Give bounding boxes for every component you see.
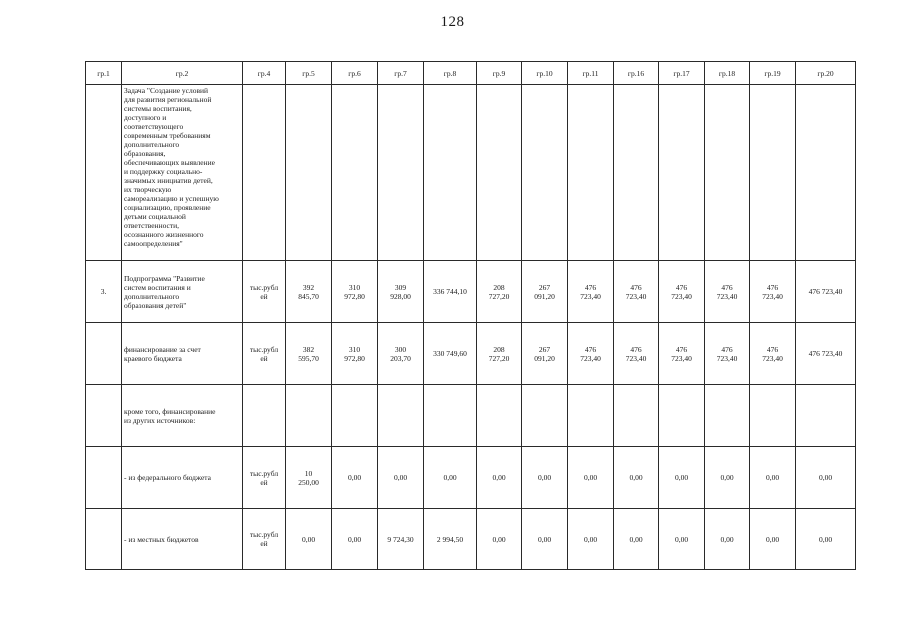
value-cell-text: 336 744,10 <box>433 287 467 296</box>
value-cell <box>286 85 332 261</box>
row-name-cell-text: - из местных бюджетов <box>124 534 199 544</box>
value-cell-text: 0,00 <box>537 534 552 544</box>
value-cell-text: 208 727,20 <box>488 344 510 363</box>
row-name-cell <box>122 85 243 261</box>
value-cell <box>705 261 750 323</box>
value-cell <box>705 85 750 261</box>
column-header: гр.8 <box>424 62 477 85</box>
value-cell <box>332 447 378 509</box>
value-cell <box>796 385 856 447</box>
column-header: гр.10 <box>522 62 568 85</box>
value-cell-text: 267 091,20 <box>534 282 555 301</box>
value-cell <box>796 323 856 385</box>
value-cell <box>750 261 796 323</box>
value-cell-text: 0,00 <box>347 473 362 482</box>
value-cell-text: 476 723,40 <box>671 344 692 363</box>
row-number-cell <box>86 85 122 261</box>
unit-cell-text: тыс.рубл ей <box>249 530 279 548</box>
page-number: 128 <box>440 14 465 30</box>
unit-cell <box>243 509 286 570</box>
row-name-cell <box>122 509 243 570</box>
row-number-cell <box>86 447 122 509</box>
row-name-cell <box>122 261 243 323</box>
row-name-cell-text: Задача "Создание условий для развития региональной системы воспитания, доступного и соответствующего современным требованиям дополнительного образования, обеспечивающих выявление и поддержку социально- значимых инициатив детей, их творческую самореализацию и успешную социализацию, проявление детьми социальной ответственности, осознанного жизненного самоопределения" <box>124 86 219 248</box>
value-cell <box>286 261 332 323</box>
value-cell-text: 0,00 <box>674 473 689 482</box>
value-cell <box>477 261 522 323</box>
row-name-cell-text: финансирование за счет краевого бюджета <box>124 344 201 363</box>
column-header: гр.6 <box>332 62 378 85</box>
row-number-cell <box>86 509 122 570</box>
value-cell <box>424 85 477 261</box>
value-cell-text: 476 723,40 <box>580 344 601 363</box>
table-row <box>86 385 856 447</box>
value-cell <box>614 323 659 385</box>
value-cell-text: 476 723,40 <box>808 349 843 358</box>
value-cell-text: 2 994,50 <box>436 534 464 544</box>
value-cell <box>378 323 424 385</box>
value-cell <box>332 85 378 261</box>
value-cell <box>705 447 750 509</box>
column-header: гр.9 <box>477 62 522 85</box>
value-cell <box>522 323 568 385</box>
value-cell <box>477 447 522 509</box>
column-header: гр.11 <box>568 62 614 85</box>
value-cell <box>477 385 522 447</box>
column-header: гр.16 <box>614 62 659 85</box>
value-cell-text: 9 724,30 <box>387 534 414 544</box>
value-cell-text: 309 928,00 <box>390 282 411 301</box>
value-cell <box>750 509 796 570</box>
value-cell <box>568 323 614 385</box>
column-header: гр.7 <box>378 62 424 85</box>
value-cell <box>424 323 477 385</box>
value-cell <box>568 261 614 323</box>
value-cell-text: 476 723,40 <box>580 282 601 301</box>
value-cell <box>522 261 568 323</box>
unit-cell-text: тыс.рубл ей <box>249 344 279 363</box>
unit-cell-text: тыс.рубл ей <box>249 282 279 301</box>
column-header: гр.18 <box>705 62 750 85</box>
value-cell-text: 0,00 <box>674 534 689 544</box>
value-cell <box>378 385 424 447</box>
value-cell <box>659 323 705 385</box>
column-header: гр.5 <box>286 62 332 85</box>
value-cell-text: 476 723,40 <box>762 282 783 301</box>
value-cell-text: 310 972,80 <box>344 282 365 301</box>
value-cell-text: 267 091,20 <box>534 344 555 363</box>
value-cell-text: 476 723,40 <box>671 282 692 301</box>
value-cell <box>796 447 856 509</box>
row-number-cell <box>86 385 122 447</box>
value-cell-text: 10 250,00 <box>298 468 319 487</box>
value-cell <box>378 447 424 509</box>
column-header: гр.20 <box>796 62 856 85</box>
column-header: гр.2 <box>122 62 243 85</box>
value-cell-text: 0,00 <box>492 534 506 544</box>
value-cell <box>286 323 332 385</box>
unit-cell <box>243 261 286 323</box>
value-cell-text: 476 723,40 <box>625 344 647 363</box>
row-name-cell-text: - из федерального бюджета <box>124 473 212 482</box>
value-cell-text: 392 845,70 <box>298 282 319 301</box>
value-cell <box>614 509 659 570</box>
value-cell <box>522 509 568 570</box>
value-cell <box>659 385 705 447</box>
value-cell <box>424 447 477 509</box>
value-cell <box>750 85 796 261</box>
value-cell-text: 476 723,40 <box>716 344 738 363</box>
row-number-cell <box>86 323 122 385</box>
value-cell <box>424 385 477 447</box>
value-cell <box>705 323 750 385</box>
value-cell <box>477 509 522 570</box>
value-cell <box>705 385 750 447</box>
value-cell <box>378 509 424 570</box>
value-cell-text: 0,00 <box>818 534 833 544</box>
value-cell <box>522 85 568 261</box>
table-header-row <box>86 62 856 85</box>
value-cell <box>522 385 568 447</box>
column-header: гр.4 <box>243 62 286 85</box>
value-cell <box>796 261 856 323</box>
table-row <box>86 447 856 509</box>
value-cell <box>750 323 796 385</box>
value-cell-text: 0,00 <box>765 534 780 544</box>
value-cell <box>568 509 614 570</box>
unit-cell <box>243 447 286 509</box>
value-cell-text: 330 749,60 <box>433 349 467 358</box>
value-cell <box>659 447 705 509</box>
row-number-cell-text: 3. <box>100 287 107 296</box>
unit-cell <box>243 85 286 261</box>
value-cell-text: 476 723,40 <box>625 282 647 301</box>
value-cell <box>796 85 856 261</box>
column-header: гр.1 <box>86 62 122 85</box>
value-cell <box>568 385 614 447</box>
value-cell <box>286 385 332 447</box>
value-cell <box>378 261 424 323</box>
value-cell <box>477 323 522 385</box>
row-name-cell <box>122 447 243 509</box>
value-cell-text: 0,00 <box>818 473 833 482</box>
value-cell-text: 382 595,70 <box>298 344 319 363</box>
value-cell-text: 0,00 <box>583 534 598 544</box>
value-cell <box>750 385 796 447</box>
table-row <box>86 323 856 385</box>
column-header: гр.19 <box>750 62 796 85</box>
value-cell-text: 0,00 <box>629 534 643 544</box>
table-row <box>86 509 856 570</box>
value-cell <box>705 509 750 570</box>
value-cell <box>568 447 614 509</box>
value-cell <box>796 509 856 570</box>
table-row <box>86 85 856 261</box>
value-cell <box>286 509 332 570</box>
value-cell <box>424 509 477 570</box>
value-cell-text: 0,00 <box>301 534 316 544</box>
value-cell <box>522 447 568 509</box>
value-cell <box>332 261 378 323</box>
value-cell-text: 0,00 <box>583 473 598 482</box>
value-cell-text: 300 203,70 <box>390 344 411 363</box>
value-cell <box>750 447 796 509</box>
value-cell <box>332 323 378 385</box>
value-cell-text: 0,00 <box>629 473 643 482</box>
value-cell-text: 0,00 <box>537 473 552 482</box>
value-cell <box>659 261 705 323</box>
value-cell-text: 0,00 <box>765 473 780 482</box>
budget-table <box>85 61 856 570</box>
value-cell <box>614 385 659 447</box>
value-cell-text: 0,00 <box>720 473 734 482</box>
unit-cell <box>243 385 286 447</box>
value-cell <box>614 261 659 323</box>
value-cell-text: 0,00 <box>443 473 457 482</box>
unit-cell-text: тыс.рубл ей <box>249 468 279 487</box>
row-name-cell <box>122 385 243 447</box>
column-header: гр.17 <box>659 62 705 85</box>
row-number-cell <box>86 261 122 323</box>
value-cell <box>424 261 477 323</box>
row-name-cell-text: кроме того, финансирование из других источников: <box>124 406 216 425</box>
value-cell-text: 0,00 <box>393 473 408 482</box>
value-cell-text: 476 723,40 <box>808 287 843 296</box>
value-cell-text: 0,00 <box>492 473 506 482</box>
value-cell-text: 310 972,80 <box>344 344 365 363</box>
value-cell <box>286 447 332 509</box>
table-row <box>86 261 856 323</box>
value-cell <box>332 385 378 447</box>
value-cell <box>614 85 659 261</box>
value-cell-text: 476 723,40 <box>716 282 738 301</box>
unit-cell <box>243 323 286 385</box>
value-cell-text: 0,00 <box>720 534 734 544</box>
value-cell <box>378 85 424 261</box>
row-name-cell-text: Подпрограмма "Развитие систем воспитания и дополнительного образования детей" <box>124 273 205 310</box>
value-cell <box>477 85 522 261</box>
value-cell <box>568 85 614 261</box>
value-cell <box>614 447 659 509</box>
row-name-cell <box>122 323 243 385</box>
value-cell-text: 0,00 <box>347 534 362 544</box>
value-cell <box>659 509 705 570</box>
value-cell-text: 476 723,40 <box>762 344 783 363</box>
value-cell-text: 208 727,20 <box>488 282 510 301</box>
value-cell <box>659 85 705 261</box>
value-cell <box>332 509 378 570</box>
